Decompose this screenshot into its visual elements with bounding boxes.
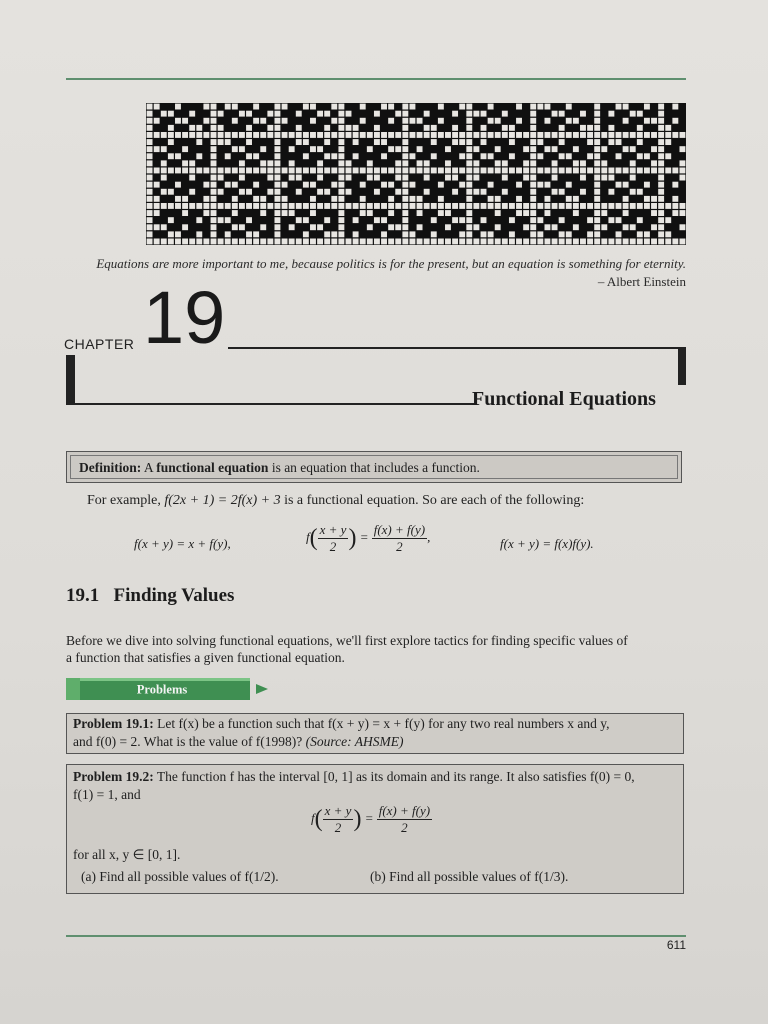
problem-19-2-label: Problem 19.2: [73, 769, 154, 784]
section-paragraph-line-2: a function that satisfies a given functional equation. [66, 650, 345, 665]
page-number: 611 [666, 938, 686, 952]
top-rule [66, 78, 686, 80]
problem-19-2-part-b: (b) Find all possible values of f(1/3). [370, 869, 569, 884]
epigraph-quote: Equations are more important to me, because politics is for the present, but an equation is something for eternity. [96, 256, 686, 271]
chapter-title: Functional Equations [472, 388, 656, 410]
problem-19-1-label: Problem 19.1: [73, 716, 154, 731]
problem-19-1-box: Problem 19.1: Let f(x) be a function such that f(x + y) = x + f(y) for any two real numbers x and y, and f(0) = 2. What is the value of f(1998)? (Source: AHSME) [66, 713, 684, 754]
section-paragraph-line-1: Before we dive into solving functional equations, we'll first explore tactics for finding specific values of [66, 633, 628, 648]
definition-label: Definition: [79, 460, 142, 475]
problem-19-2-part-a: (a) Find all possible values of f(1/2). [81, 869, 279, 884]
epigraph-author: – Albert Einstein [597, 274, 686, 289]
chapter-bar-right [678, 349, 686, 385]
problems-tab-label: Problems [136, 682, 188, 697]
chapter-label: CHAPTER [64, 336, 135, 352]
example-equation-3: f(x + y) = f(x)f(y). [500, 536, 594, 551]
chapter-pattern-banner [146, 103, 686, 245]
problem-19-1-source: (Source: AHSME) [305, 734, 404, 749]
bottom-rule [66, 935, 686, 937]
chapter-rule-top [228, 347, 686, 349]
chapter-number: 19 [143, 276, 226, 359]
chapter-bar-left [66, 355, 75, 403]
intro-sentence: For example, f(2x + 1) = 2f(x) + 3 is a functional equation. So are each of the following: [87, 493, 585, 508]
example-equation-1: f(x + y) = x + f(y), [134, 536, 231, 551]
example-equation-2: f( $\frac{x + y}{2}$ ) = $\frac{f(x) + f(y)}{2}$ , [306, 522, 431, 554]
intro-equation: f(2x + 1) = 2f(x) + 3 [164, 493, 281, 508]
chapter-rule-bottom [66, 403, 476, 405]
problems-tab [66, 678, 268, 700]
definition-box: Definition: A functional equation is an equation that includes a function. [66, 451, 682, 483]
definition-term: functional equation [156, 460, 269, 475]
section-heading: 19.1 Finding Values [66, 585, 235, 606]
problem-19-2-box: Problem 19.2: The function f has the interval [0, 1] as its domain and its range. It also satisfies f(0) = 0, f(1) = 1, and f( $\frac{x + y}{2}$ ) = $\frac{f(x) + f(y)}{2}$ for all x, y ∈ [0, 1]. (a) Find all possible values of f(1/2). (b) Find all possible values of f(1/3). [66, 764, 684, 894]
problem-19-2-equation: f( $\frac{x + y}{2}$ ) = $\frac{f(x) + f(y)}{2}$ [311, 803, 431, 835]
